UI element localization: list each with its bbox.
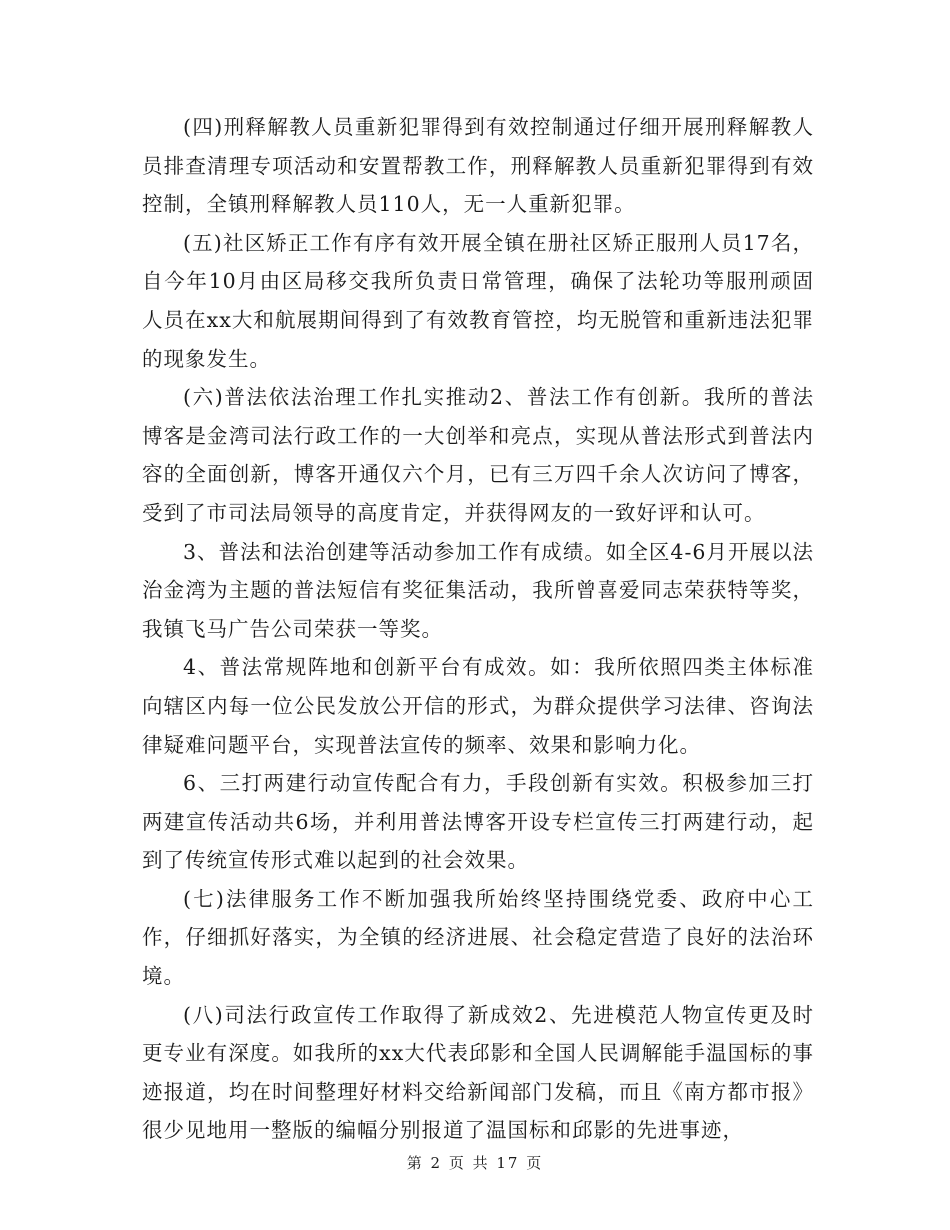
paragraph-8-publicity: (八)司法行政宣传工作取得了新成效2、先进模范人物宣传更及时更专业有深度。如我所的xx大代表邱影和全国人民调解能手温国标的事迹报道，均在时间整理好材料交给新闻部门发稿，而且《南方都市报》很少见地用一整版的编幅分别报道了温国标和邱影的先进事迹， (142, 1002, 814, 1143)
paragraph-6-campaign: 6、三打两建行动宣传配合有力，手段创新有实效。积极参加三打两建宣传活动共6场，并利用普法博客开设专栏宣传三打两建行动，起到了传统宣传形式难以起到的社会效果。 (142, 771, 814, 873)
paragraph-6-legal-education: (六)普法依法治理工作扎实推动2、普法工作有创新。我所的普法博客是金湾司法行政工作的一大创举和亮点，实现从普法形式到普法内容的全面创新，博客开通仅六个月，已有三万四千余人次访问了博客，受到了市司法局领导的高度肯定，并获得网友的一致好评和认可。 (142, 385, 814, 525)
paragraph-4-platforms: 4、普法常规阵地和创新平台有成效。如：我所依照四类主体标准向辖区内每一位公民发放公开信的形式，为群众提供学习法律、咨询法律疑难问题平台，实现普法宣传的频率、效果和影响力化。 (142, 655, 814, 757)
document-body (142, 108, 814, 1150)
paragraph-3-activities: 3、普法和法治创建等活动参加工作有成绩。如全区4-6月开展以法治金湾为主题的普法短信有奖征集活动，我所曾喜爱同志荣获特等奖，我镇飞马广告公司荣获一等奖。 (142, 539, 814, 641)
page-number-footer: 第 2 页 共 17 页 (406, 1154, 544, 1172)
paragraph-4-ex-prisoners: (四)刑释解教人员重新犯罪得到有效控制通过仔细开展刑释解教人员排查清理专项活动和安置帮教工作，刑释解教人员重新犯罪得到有效控制，全镇刑释解教人员110人，无一人重新犯罪。 (142, 115, 814, 217)
paragraph-7-legal-services: (七)法律服务工作不断加强我所始终坚持围绕党委、政府中心工作，仔细抓好落实，为全镇的经济进展、社会稳定营造了良好的法治环境。 (142, 886, 814, 989)
paragraph-5-community-correction: (五)社区矫正工作有序有效开展全镇在册社区矫正服刑人员17名，自今年10月由区局移交我所负责日常管理，确保了法轮功等服刑顽固人员在xx大和航展期间得到了有效教育管控，均无脱管和重新违法犯罪的现象发生。 (142, 230, 814, 371)
